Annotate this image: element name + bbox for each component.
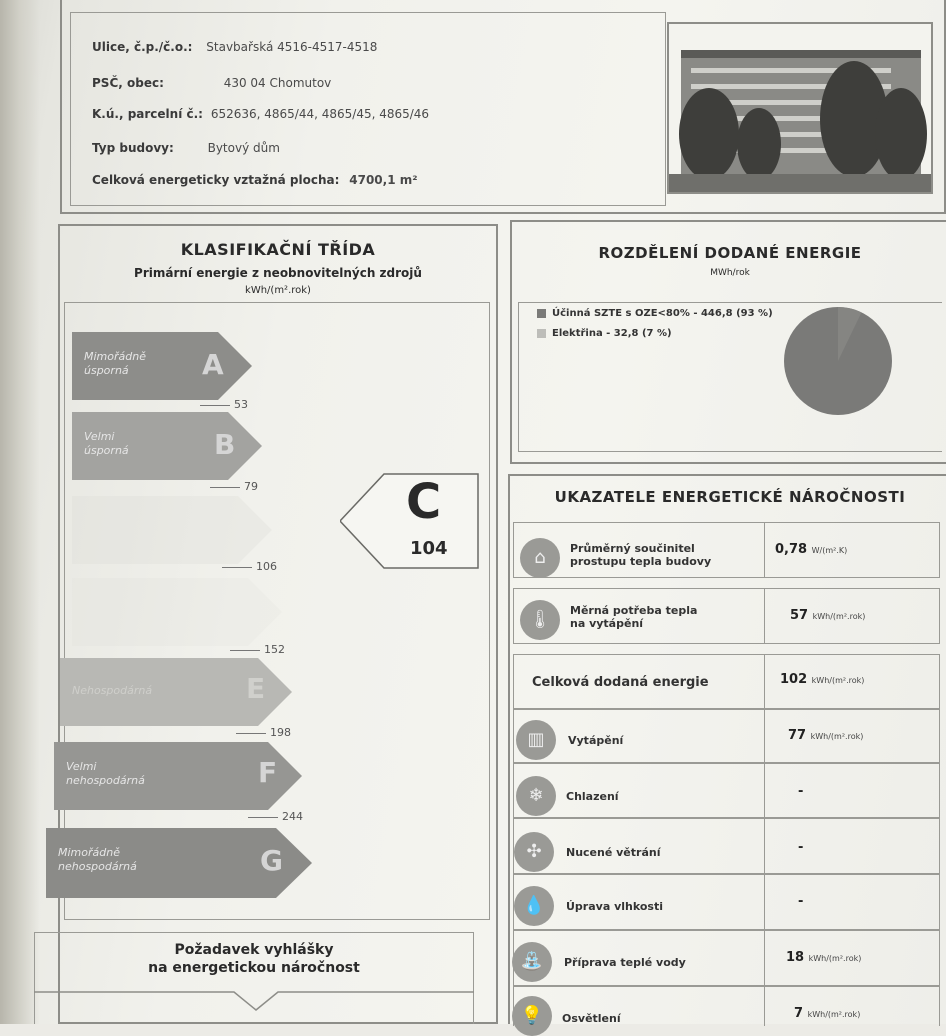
requirement-title-2: na energetickou náročnost	[148, 960, 360, 976]
radiator-icon: ▥	[516, 720, 556, 760]
psc-label: PSČ, obec:	[92, 76, 164, 90]
building-photo	[667, 22, 933, 194]
indicator-heating-label: Vytápění	[568, 734, 624, 747]
indicator-hot-water-label: Příprava teplé vody	[564, 956, 686, 969]
class-g-arrow	[46, 828, 312, 896]
classification-title: KLASIFIKAČNÍ TŘÍDA	[180, 240, 376, 259]
distribution-unit: MWh/rok	[710, 268, 750, 278]
ku-label: K.ú., parcelní č.:	[92, 107, 203, 121]
class-f-label: Velmi nehospodárná	[66, 760, 145, 787]
class-e-label: Nehospodárná	[72, 684, 153, 697]
class-g-letter: G	[260, 844, 283, 877]
indicator-cooling-value: -	[798, 784, 804, 799]
house-icon: ⌂	[520, 538, 560, 578]
current-class-letter: C	[406, 474, 442, 530]
legend-elektrina-swatch	[537, 329, 546, 338]
address-label: Ulice, č.p./č.o.:	[92, 40, 193, 54]
threshold-53: 53	[200, 398, 248, 411]
class-b-arrow	[72, 412, 262, 480]
class-f-letter: F	[258, 756, 278, 789]
indicator-hot-water-value: 18 kWh/(m².rok)	[786, 950, 862, 965]
psc-row	[92, 76, 331, 90]
threshold-106: 106	[222, 560, 277, 573]
indicator-heat-demand-label: Měrná potřeba tepla na vytápění	[570, 604, 698, 630]
legend-elektrina-label: Elektřina - 32,8 (7 %)	[552, 328, 672, 339]
type-label: Typ budovy:	[92, 141, 174, 155]
indicator-lighting-label: Osvětlení	[562, 1012, 621, 1025]
class-a-letter: A	[202, 348, 224, 381]
threshold-152: 152	[230, 643, 285, 656]
building-image	[669, 24, 931, 192]
drop-icon: 💧	[514, 886, 554, 926]
threshold-79: 79	[210, 480, 258, 493]
ku-row	[92, 107, 429, 121]
classification-unit: kWh/(m².rok)	[245, 285, 311, 296]
indicator-humidity-label: Úprava vlhkosti	[566, 900, 664, 913]
indicator-total-label: Celková dodaná energie	[532, 675, 709, 690]
legend-szte-label: Účinná SZTE s OZE<80% - 446,8 (93 %)	[552, 308, 773, 319]
threshold-198: 198	[236, 726, 291, 739]
ku-value: 652636, 4865/44, 4865/45, 4865/46	[210, 107, 430, 121]
area-label: Celková energeticky vztažná plocha:	[92, 173, 340, 187]
requirement-pointer	[34, 990, 474, 1014]
current-class-marker	[340, 472, 480, 570]
fan-icon: ✣	[514, 832, 554, 872]
tap-icon: ⛲	[512, 942, 552, 982]
address-value: Stavbařská 4516-4517-4518	[206, 40, 378, 54]
indicators-title: UKAZATELE ENERGETICKÉ NÁROČNOSTI	[554, 488, 906, 506]
indicator-heating-value: 77 kWh/(m².rok)	[788, 728, 864, 743]
legend-elektrina	[537, 328, 672, 339]
legend-szte	[537, 308, 773, 319]
class-f-arrow	[54, 742, 302, 810]
class-b-letter: B	[214, 428, 236, 461]
class-a-arrow	[72, 332, 252, 400]
indicator-humidity-value: -	[798, 894, 804, 909]
indicator-lighting-value: 7 kWh/(m².rok)	[794, 1006, 861, 1021]
indicator-total-value: 102 kWh/(m².rok)	[780, 672, 865, 687]
indicator-ventilation-label: Nucené větrání	[566, 846, 661, 859]
area-row	[92, 173, 418, 187]
class-c-arrow	[72, 496, 272, 564]
indicator-u-value: 0,78 W/(m².K)	[775, 542, 848, 557]
area-value: 4700,1 m²	[349, 173, 418, 187]
snowflake-icon: ❄	[516, 776, 556, 816]
class-a-label: Mimořádně úsporná	[84, 350, 146, 377]
distribution-title: ROZDĚLENÍ DODANÉ ENERGIE	[598, 244, 862, 262]
class-e-letter: E	[246, 672, 266, 705]
paper-fold-shadow	[0, 0, 40, 1024]
class-g-label: Mimořádně nehospodárná	[58, 846, 137, 873]
class-b-label: Velmi úsporná	[84, 430, 129, 457]
legend-szte-swatch	[537, 309, 546, 318]
class-e-arrow	[60, 658, 292, 726]
class-d-arrow	[72, 578, 282, 646]
bulb-icon: 💡	[512, 996, 552, 1036]
distribution-pie-chart	[782, 305, 894, 417]
type-value: Bytový dům	[207, 141, 280, 155]
indicator-u-label: Průměrný součinitel prostupu tepla budovy	[570, 542, 712, 568]
psc-value: 430 04 Chomutov	[223, 76, 332, 90]
threshold-244: 244	[248, 810, 303, 823]
indicator-cooling-label: Chlazení	[566, 790, 619, 803]
current-class-value: 104	[410, 538, 448, 559]
classification-subtitle: Primární energie z neobnovitelných zdrojů	[134, 266, 422, 280]
address-row	[92, 40, 377, 54]
thermometer-icon: 🌡	[520, 600, 560, 640]
type-row	[92, 141, 280, 155]
indicator-heat-demand-value: 57 kWh/(m².rok)	[790, 608, 866, 623]
indicator-ventilation-value: -	[798, 840, 804, 855]
requirement-title-1: Požadavek vyhlášky	[174, 942, 334, 958]
